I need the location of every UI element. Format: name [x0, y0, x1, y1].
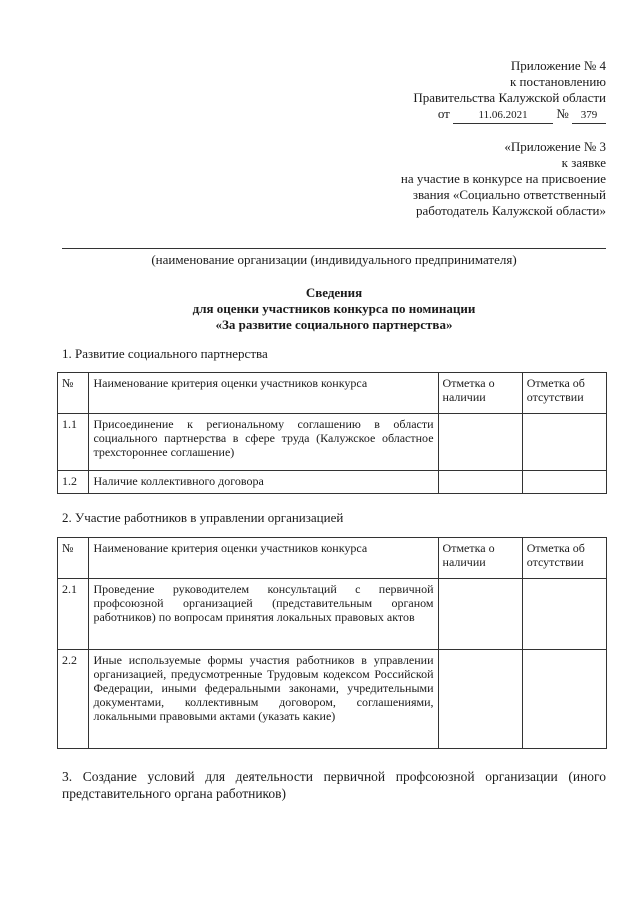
appendix3-line2: на участие в конкурсе на присвоение — [400, 171, 606, 186]
section1-title: 1. Развитие социального партнерства — [62, 346, 268, 361]
present-cell[interactable] — [438, 650, 522, 749]
org-name-line — [62, 248, 606, 249]
appendix3-line4: работодатель Калужской области» — [415, 203, 606, 218]
date-number-line — [346, 106, 606, 124]
header-num: № — [58, 538, 89, 579]
from-label: от — [437, 106, 450, 121]
number-value: 379 — [572, 107, 606, 124]
absent-cell[interactable] — [522, 650, 606, 749]
table-header-row — [58, 373, 607, 414]
table-row — [58, 650, 607, 749]
row-num: 2.1 — [58, 579, 89, 650]
section3-title: 3. Создание условий для деятельности первичной профсоюзной организации (иного представительного органа работников) — [62, 769, 606, 801]
section2-title: 2. Участие работников в управлении организацией — [62, 510, 344, 525]
section1-table — [57, 372, 607, 494]
header-criterion: Наименование критерия оценки участников конкурса — [89, 538, 438, 579]
absent-cell[interactable] — [522, 471, 606, 494]
row-criterion: Иные используемые формы участия работников в управлении организацией, предусмотренные Трудовым кодексом Российской Федерации, иными федеральными законами, учредительными документами, коллективным договором, соглашениями, локальными правовыми актами (указать какие) — [89, 650, 438, 749]
table-row — [58, 471, 607, 494]
appendix3-title: «Приложение № 3 — [504, 139, 606, 154]
header-present: Отметка о наличии — [438, 373, 522, 414]
appendix-header — [346, 58, 606, 124]
appendix-title: Приложение № 4 — [510, 58, 606, 73]
doc-title-line2: для оценки участников конкурса по номинации — [192, 301, 476, 316]
header-absent: Отметка об отсутствии — [522, 373, 606, 414]
table-header-row — [58, 538, 607, 579]
row-num: 1.2 — [58, 471, 89, 494]
doc-title — [62, 285, 606, 333]
header-criterion: Наименование критерия оценки участников конкурса — [89, 373, 438, 414]
header-present: Отметка о наличии — [438, 538, 522, 579]
doc-title-line3: «За развитие социального партнерства» — [215, 317, 453, 332]
present-cell[interactable] — [438, 471, 522, 494]
row-criterion: Наличие коллективного договора — [89, 471, 438, 494]
header-num: № — [58, 373, 89, 414]
appendix3-line3: звания «Социально ответственный — [412, 187, 606, 202]
appendix3-block — [306, 139, 606, 219]
header-absent: Отметка об отсутствии — [522, 538, 606, 579]
resolution-line: к постановлению — [509, 74, 606, 89]
org-caption: (наименование организации (индивидуального предпринимателя) — [151, 252, 517, 267]
section2-table — [57, 537, 607, 749]
appendix3-line1: к заявке — [561, 155, 606, 170]
row-criterion: Проведение руководителем консультаций с первичной профсоюзной организацией (представительным органом работников) по вопросам принятия локальных правовых актов — [89, 579, 438, 650]
row-criterion: Присоединение к региональному соглашению в области социального партнерства в сфере труда (Калужское областное трехстороннее соглашение) — [89, 414, 438, 471]
absent-cell[interactable] — [522, 414, 606, 471]
absent-cell[interactable] — [522, 579, 606, 650]
table-row — [58, 579, 607, 650]
present-cell[interactable] — [438, 414, 522, 471]
row-num: 1.1 — [58, 414, 89, 471]
date-value: 11.06.2021 — [453, 107, 553, 124]
present-cell[interactable] — [438, 579, 522, 650]
government-line: Правительства Калужской области — [413, 90, 606, 105]
table-row — [58, 414, 607, 471]
row-num: 2.2 — [58, 650, 89, 749]
number-label: № — [556, 106, 569, 121]
doc-title-line1: Сведения — [305, 285, 363, 300]
